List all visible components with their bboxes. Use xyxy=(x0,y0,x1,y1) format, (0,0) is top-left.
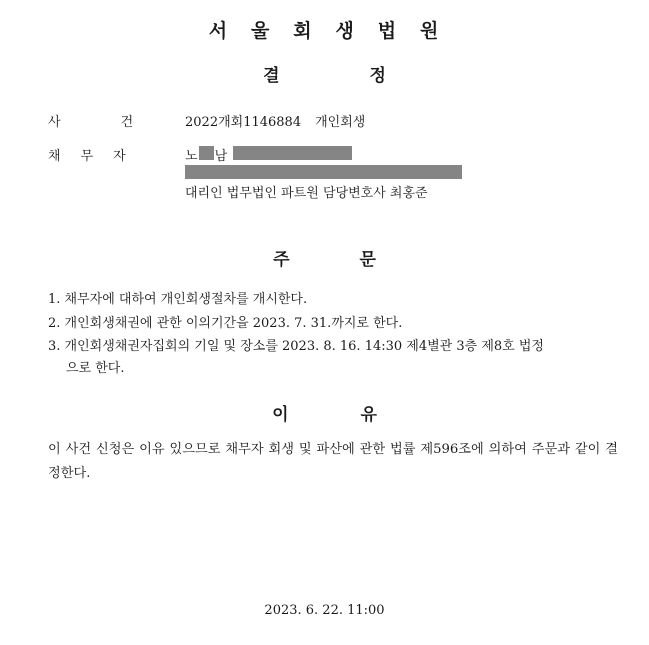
doc-type-char: 결 xyxy=(263,66,280,86)
court-title-char: 서 xyxy=(208,20,229,42)
order-item-continuation: 으로 한다. xyxy=(66,361,125,376)
court-title-char: 원 xyxy=(420,20,441,42)
reason-heading xyxy=(0,400,649,425)
case-label-char: 건 xyxy=(120,115,134,130)
debtor-label-char: 무 xyxy=(80,149,94,164)
reason-heading-char: 유 xyxy=(360,405,377,425)
order-item-text: 채무자에 대하여 개인회생절차를 개시한다. xyxy=(64,292,308,307)
case-label-char: 사 xyxy=(48,115,61,130)
doc-type-char: 정 xyxy=(369,66,386,86)
court-title-char: 생 xyxy=(335,20,356,42)
reason-text: 이 사건 신청은 이유 있으므로 채무자 회생 및 파산에 관한 법률 제596조에 의하여 주문과 같이 결정한다. xyxy=(48,442,618,481)
order-heading xyxy=(0,245,649,270)
debtor-label-char: 자 xyxy=(113,149,126,164)
debtor-name-first: 노 xyxy=(185,149,198,164)
name-redaction xyxy=(199,146,214,160)
debtor-label-char: 채 xyxy=(48,149,61,164)
order-item xyxy=(48,288,307,307)
document-type-heading xyxy=(0,61,649,86)
reason-heading-char: 이 xyxy=(272,405,289,425)
order-heading-char: 주 xyxy=(273,250,290,270)
order-item-number: 2. xyxy=(48,316,61,331)
case-type: 개인회생 xyxy=(315,115,366,130)
case-number-value: 2022개회1146884 xyxy=(185,115,302,130)
court-title-char: 회 xyxy=(293,20,314,42)
case-label xyxy=(48,111,133,130)
court-title-char: 법 xyxy=(377,20,399,42)
case-number xyxy=(185,111,365,130)
order-heading-char: 문 xyxy=(359,250,376,270)
order-item xyxy=(48,335,544,354)
court-title xyxy=(0,16,649,43)
decision-date: 2023. 6. 22. 11:00 xyxy=(264,603,385,618)
court-title-char: 울 xyxy=(250,20,272,42)
id-redaction xyxy=(233,146,352,160)
debtor-agent: 대리인 법무법인 파트원 담당변호사 최홍준 xyxy=(185,186,428,201)
order-item xyxy=(48,312,402,331)
order-item-number: 1. xyxy=(48,292,61,307)
order-item-text: 개인회생채권자집회의 기일 및 장소를 2023. 8. 16. 14:30 제4별관 3층 제8호 법정 xyxy=(64,339,544,354)
order-item-text: 개인회생채권에 관한 이의기간을 2023. 7. 31.까지로 한다. xyxy=(64,316,403,331)
debtor-label xyxy=(48,145,126,164)
order-item-number: 3. xyxy=(48,339,61,354)
debtor-name-last: 남 xyxy=(214,149,228,164)
address-redaction xyxy=(185,165,462,179)
